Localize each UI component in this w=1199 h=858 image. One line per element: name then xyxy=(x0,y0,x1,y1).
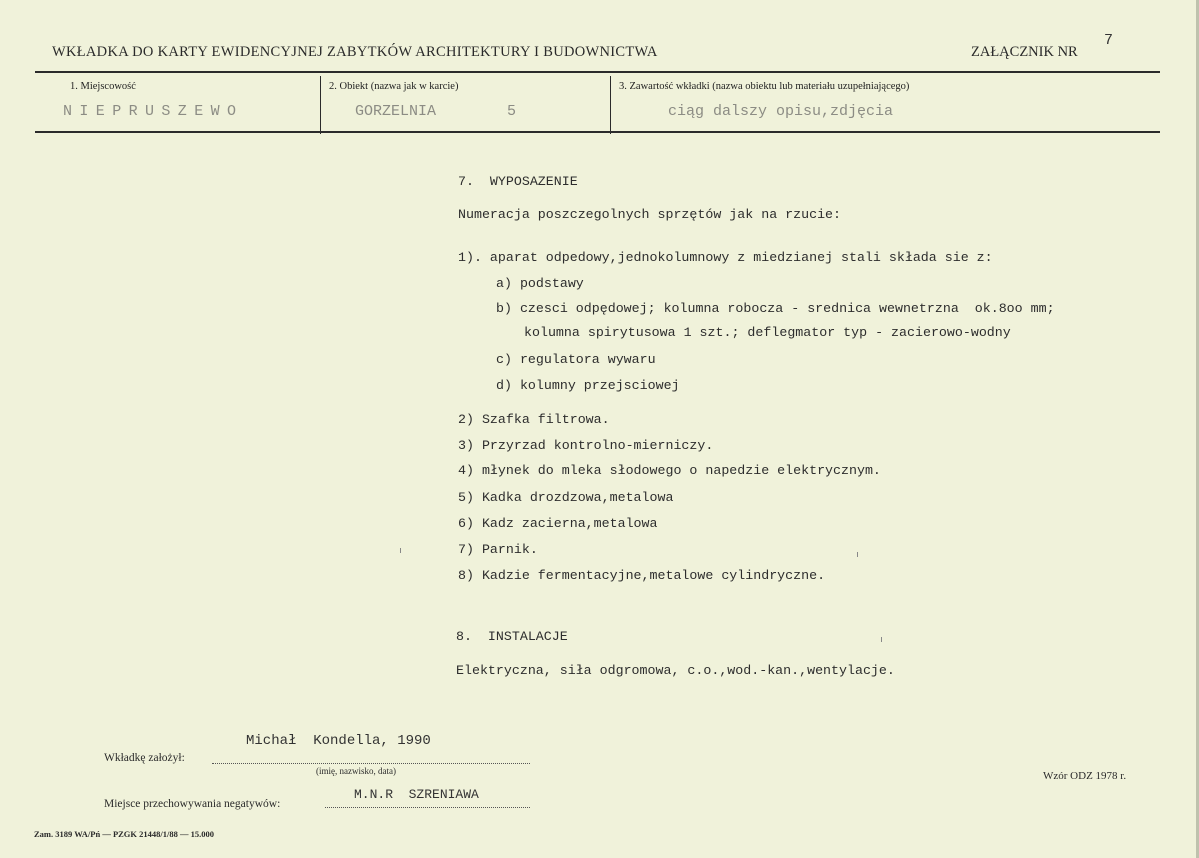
equipment-item-1b: b) czesci odpędowej; kolumna robocza - srednica wewnetrzna ok.8oo mm; xyxy=(496,301,1055,316)
founder-label: Wkładkę założył: xyxy=(104,752,185,764)
equipment-item-1b-continued: kolumna spirytusowa 1 szt.; deflegmator typ - zacierowo-wodny xyxy=(524,325,1011,340)
content-value: ciąg dalszy opisu,zdjęcia xyxy=(668,103,894,120)
equipment-item-8: 8) Kadzie fermentacyjne,metalowe cylindryczne. xyxy=(458,568,826,583)
attachment-number: 7 xyxy=(1104,32,1114,49)
content-label: 3. Zawartość wkładki (nazwa obiektu lub materiału uzupełniającego) xyxy=(619,81,910,92)
equipment-item-2: 2) Szafka filtrowa. xyxy=(458,412,610,427)
field-divider-1 xyxy=(320,76,321,134)
object-label: 2. Obiekt (nazwa jak w karcie) xyxy=(329,81,459,92)
object-value: GORZELNIA xyxy=(355,103,437,120)
locality-label: 1. Miejscowość xyxy=(70,81,136,92)
equipment-item-5: 5) Kadka drozdzowa,metalowa xyxy=(458,490,674,505)
installations-line: Elektryczna, siła odgromowa, c.o.,wod.-kan.,wentylacje. xyxy=(456,663,895,678)
paper-speck xyxy=(400,548,401,553)
negatives-value: M.N.R SZRENIAWA xyxy=(354,787,479,802)
equipment-item-4: 4) młynek do mleka słodowego o napedzie elektrycznym. xyxy=(458,463,881,478)
founder-dotted-line xyxy=(212,763,530,764)
equipment-item-1: 1). aparat odpedowy,jednokolumnowy z miedzianej stali składa sie z: xyxy=(458,250,993,265)
field-divider-2 xyxy=(610,76,611,134)
equipment-item-1d: d) kolumny przejsciowej xyxy=(496,378,680,393)
intro-line: Numeracja poszczegolnych sprzętów jak na rzucie: xyxy=(458,207,842,222)
object-number: 5 xyxy=(507,103,517,120)
negatives-label: Miejsce przechowywania negatywów: xyxy=(104,798,281,810)
paper-speck xyxy=(881,637,882,642)
form-model: Wzór ODZ 1978 r. xyxy=(1043,770,1127,782)
equipment-item-1a: a) podstawy xyxy=(496,276,584,291)
negatives-dotted-line xyxy=(325,807,530,808)
locality-value: NIEPRUSZEWO xyxy=(63,103,244,120)
header-top-rule xyxy=(35,71,1160,73)
founder-value: Michał Kondella, 1990 xyxy=(246,733,431,749)
form-title: WKŁADKA DO KARTY EWIDENCYJNEJ ZABYTKÓW ARCHITEKTURY I BUDOWNICTWA xyxy=(52,44,658,60)
equipment-item-6: 6) Kadz zacierna,metalowa xyxy=(458,516,658,531)
section-7-heading: 7. WYPOSAZENIE xyxy=(458,174,578,189)
header-bottom-rule xyxy=(35,131,1160,133)
paper-speck xyxy=(857,552,858,557)
print-info: Zam. 3189 WA/Pń — PZGK 21448/1/88 — 15.000 xyxy=(34,829,215,839)
section-8-heading: 8. INSTALACJE xyxy=(456,629,568,644)
equipment-item-3: 3) Przyrzad kontrolno-mierniczy. xyxy=(458,438,714,453)
equipment-item-7: 7) Parnik. xyxy=(458,542,538,557)
equipment-item-1c: c) regulatora wywaru xyxy=(496,352,656,367)
attachment-label: ZAŁĄCZNIK NR xyxy=(971,44,1078,60)
founder-hint: (imię, nazwisko, data) xyxy=(316,766,396,776)
